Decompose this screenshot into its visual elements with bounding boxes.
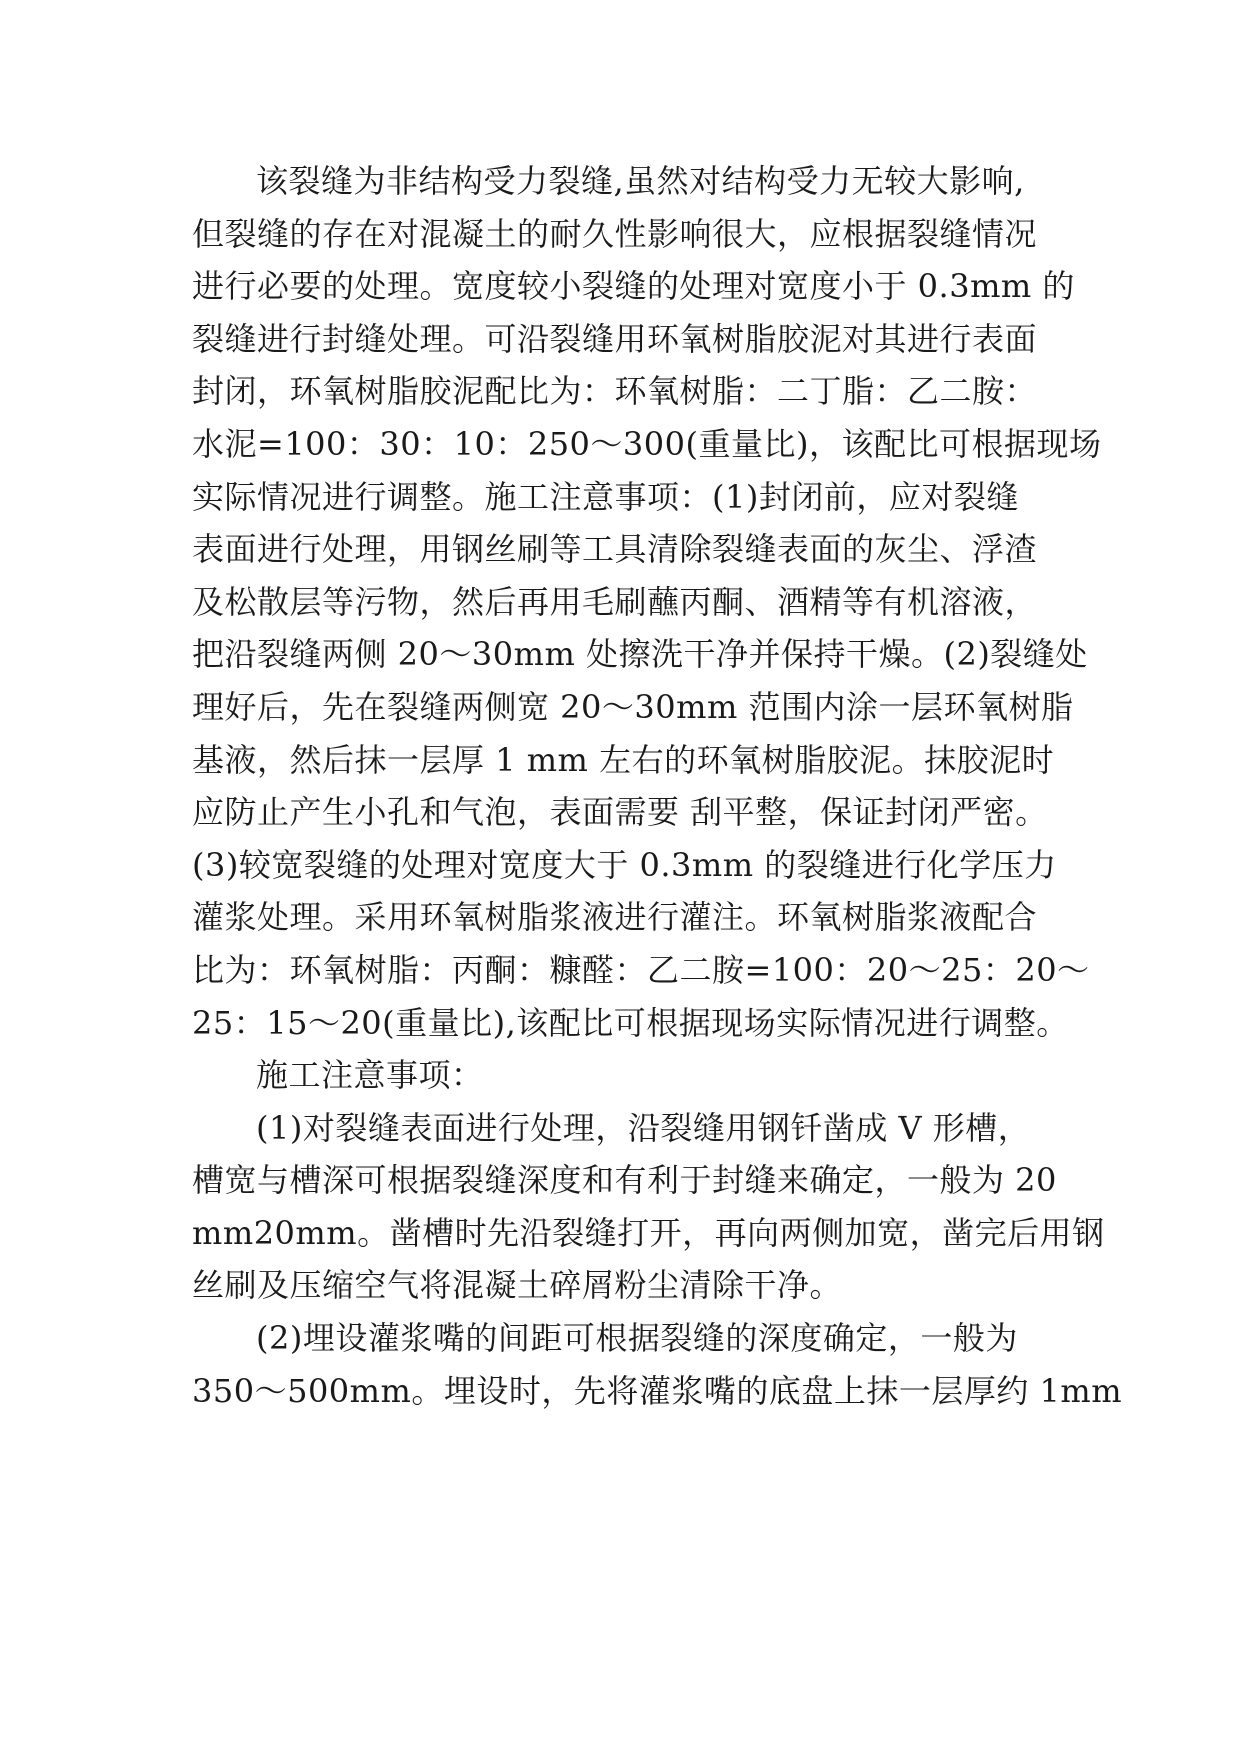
paragraph-line: 及松散层等污物，然后再用毛刷蘸丙酮、酒精等有机溶液，: [192, 582, 1038, 621]
paragraph-line: (3)较宽裂缝的处理对宽度大于 0.3mm 的裂缝进行化学压力: [192, 845, 1057, 884]
paragraph-line: 裂缝进行封缝处理。可沿裂缝用环氧树脂胶泥对其进行表面: [192, 319, 1038, 358]
paragraph-line: 灌浆处理。采用环氧树脂浆液进行灌注。环氧树脂浆液配合: [192, 898, 1038, 937]
paragraph-line: 应防止产生小孔和气泡，表面需要 刮平整，保证封闭严密。: [192, 793, 1048, 832]
paragraph-line: 把沿裂缝两侧 20～30mm 处擦洗干净并保持干燥。(2)裂缝处: [192, 635, 1088, 674]
paragraph-line: 理好后，先在裂缝两侧宽 20～30mm 范围内涂一层环氧树脂: [192, 687, 1074, 726]
paragraph-line: 表面进行处理，用钢丝刷等工具清除裂缝表面的灰尘、浮渣: [192, 530, 1038, 569]
paragraph-line: 实际情况进行调整。施工注意事项：(1)封闭前，应对裂缝: [192, 477, 1019, 516]
paragraph-line: (2)埋设灌浆嘴的间距可根据裂缝的深度确定，一般为: [256, 1319, 1018, 1358]
paragraph-line: mm20mm。凿槽时先沿裂缝打开，再向两侧加宽，凿完后用钢: [192, 1213, 1105, 1252]
paragraph-line: 25：15～20(重量比),该配比可根据现场实际情况进行调整。: [192, 1003, 1069, 1042]
paragraph-line: 进行必要的处理。宽度较小裂缝的处理对宽度小于 0.3mm 的: [192, 267, 1075, 306]
section-heading: 施工注意事项：: [256, 1056, 484, 1095]
paragraph-line: (1)对裂缝表面进行处理，沿裂缝用钢钎凿成 V 形槽，: [256, 1108, 1031, 1147]
paragraph-line: 封闭，环氧树脂胶泥配比为：环氧树脂：二丁脂：乙二胺：: [192, 372, 1038, 411]
body-text: [192, 155, 1123, 1417]
paragraph-line: 该裂缝为非结构受力裂缝,虽然对结构受力无较大影响,: [256, 162, 1025, 200]
paragraph-line: 丝刷及压缩空气将混凝土碎屑粉尘清除干净。: [192, 1266, 843, 1305]
paragraph-line: 基液，然后抹一层厚 1 mm 左右的环氧树脂胶泥。抹胶泥时: [192, 740, 1055, 779]
paragraph-line: 水泥=100：30：10：250～300(重量比)，该配比可根据现场: [192, 424, 1102, 463]
paragraph-line: 但裂缝的存在对混凝土的耐久性影响很大，应根据裂缝情况: [192, 214, 1038, 253]
paragraph-line: 350～500mm。埋设时，先将灌浆嘴的底盘上抹一层厚约 1mm: [192, 1371, 1123, 1410]
paragraph-line: 比为：环氧树脂：丙酮：糠醛：乙二胺=100：20～25：20～: [192, 950, 1090, 989]
paragraph-line: 槽宽与槽深可根据裂缝深度和有利于封缝来确定，一般为 20: [192, 1161, 1057, 1200]
